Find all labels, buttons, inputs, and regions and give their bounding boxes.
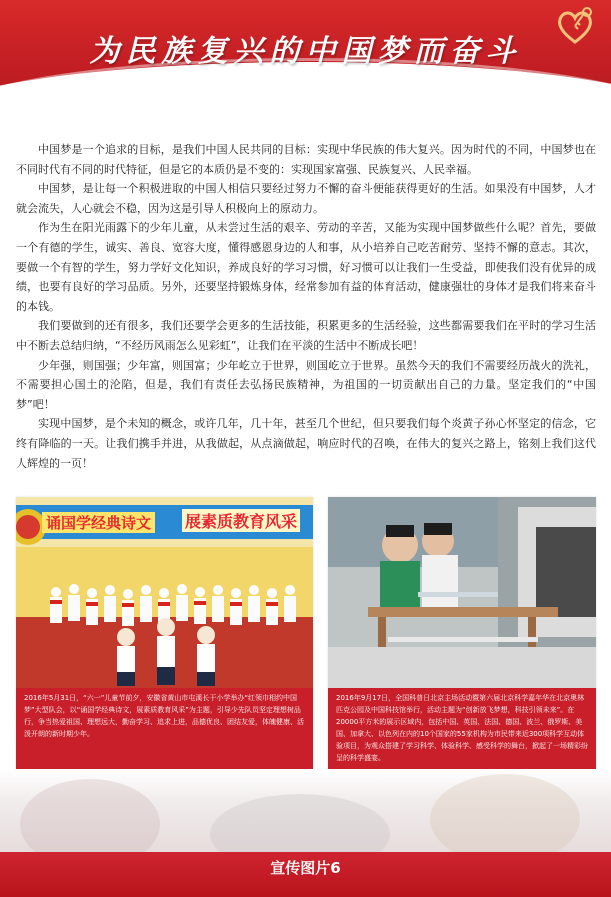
background-blob (430, 774, 580, 852)
article-paragraph: 中国梦是一个追求的目标，是我们中国人民共同的目标：实现中华民族的伟大复兴。因为时代的不同，中国梦也在不同时代有不同的时代特征，但是它的本质仍是不变的：实现国家富强、民族复兴、人民幸福。 (16, 143, 596, 176)
photo-card-right (328, 497, 596, 769)
article-paragraph: 作为生在阳光雨露下的少年儿童，从未尝过生活的艰辛、劳动的辛苦，又能为实现中国梦做些什么呢？首先，要做一个有德的学生，诚实、善良、宽容大度，懂得感恩身边的人和事，从小培养自己吃苦耐劳、坚持不懈的意志。其次，要做一个有智的学生，努力学好文化知识，养成良好的学习习惯，好习惯可以让我们一生受益，即使我们没有优异的成绩，也要有良好的学习品质。另外，还要坚持锻炼身体，经常参加有益的体育活动，健康强壮的身体才是我们将来奋斗的本钱。 (16, 221, 596, 313)
photo-science-experience (328, 497, 596, 688)
photo-banner-left-text: 诵国学经典诗文 (42, 512, 155, 533)
photo-children-performance (16, 497, 313, 688)
article-paragraph: 少年强，则国强；少年富，则国富；少年屹立于世界，则国屹立于世界。虽然今天的我们不需要经历战火的洗礼，不需要担心国土的沦陷，但是，我们有责任去弘扬民族精神，为祖国的一切贡献出自己的力量。坚定我们的“中国梦”吧！ (16, 358, 596, 411)
article-paragraph: 中国梦，是让每一个积极进取的中国人相信只要经过努力不懈的奋斗便能获得更好的生活。如果没有中国梦，人才就会流失，人心就会不稳，因为这是引导人积极向上的原动力。 (16, 182, 596, 215)
header-banner (0, 0, 611, 100)
page-title: 为民族复兴的中国梦而奋斗 (89, 34, 522, 69)
photo-caption-right: 2016年9月17日，全国科普日北京主场活动暨第六届北京科学嘉年华在北京奥林匹克公园及中国科技馆举行，活动主题为“创新放飞梦想，科技引领未来”。在20000平方米的展示区域内，包括中国、英国、法国、德国、波兰、俄罗斯、美国、加拿大、以色列在内的10个国家的55家机构为市民带来近300项科学互动体验项目，为观众搭建了学习科学、体验科学、感受科学的舞台，掀起了一场精彩纷呈的科学盛宴。 (328, 688, 596, 769)
heart-key-icon (553, 4, 597, 48)
background-blob (210, 794, 390, 852)
photo-card-left (16, 497, 313, 769)
article-paragraph: 实现中国梦，是个未知的概念，或许几年，几十年，甚至几个世纪，但只要我们每个炎黄子孙心怀坚定的信念，它终有降临的一天。让我们携手并进，从我做起，从点滴做起，响应时代的召唤，在伟大的复兴之路上，铭刻上我们这代人辉煌的一页！ (16, 417, 596, 470)
background-blob (20, 779, 160, 852)
footer-bar (0, 852, 611, 897)
footer-label: 宣传图片6 (270, 859, 341, 877)
article-paragraph: 我们要做到的还有很多，我们还要学会更多的生活技能，积累更多的生活经验，这些都需要我们在平时的学习生活中不断去总结归纳，“不经历风雨怎么见彩虹”，让我们在平淡的生活中不断成长吧！ (16, 319, 596, 352)
photo-caption-left: 2016年5月31日，“六一”儿童节前夕，安徽省黄山市屯溪长干小学举办“红领巾相约中国梦”大型队会，以“诵国学经典诗文，展素质教育风采”为主题，引导少先队员坚定理想树品行，争当热爱祖国、理想远大，勤奋学习、追求上进，品德优良、团结友爱，体魄健康、活泼开朗的新时期少年。 (16, 688, 313, 769)
photo-banner-right-text: 展素质教育风采 (182, 509, 300, 532)
background-fade (0, 769, 611, 852)
article-body (16, 140, 596, 473)
